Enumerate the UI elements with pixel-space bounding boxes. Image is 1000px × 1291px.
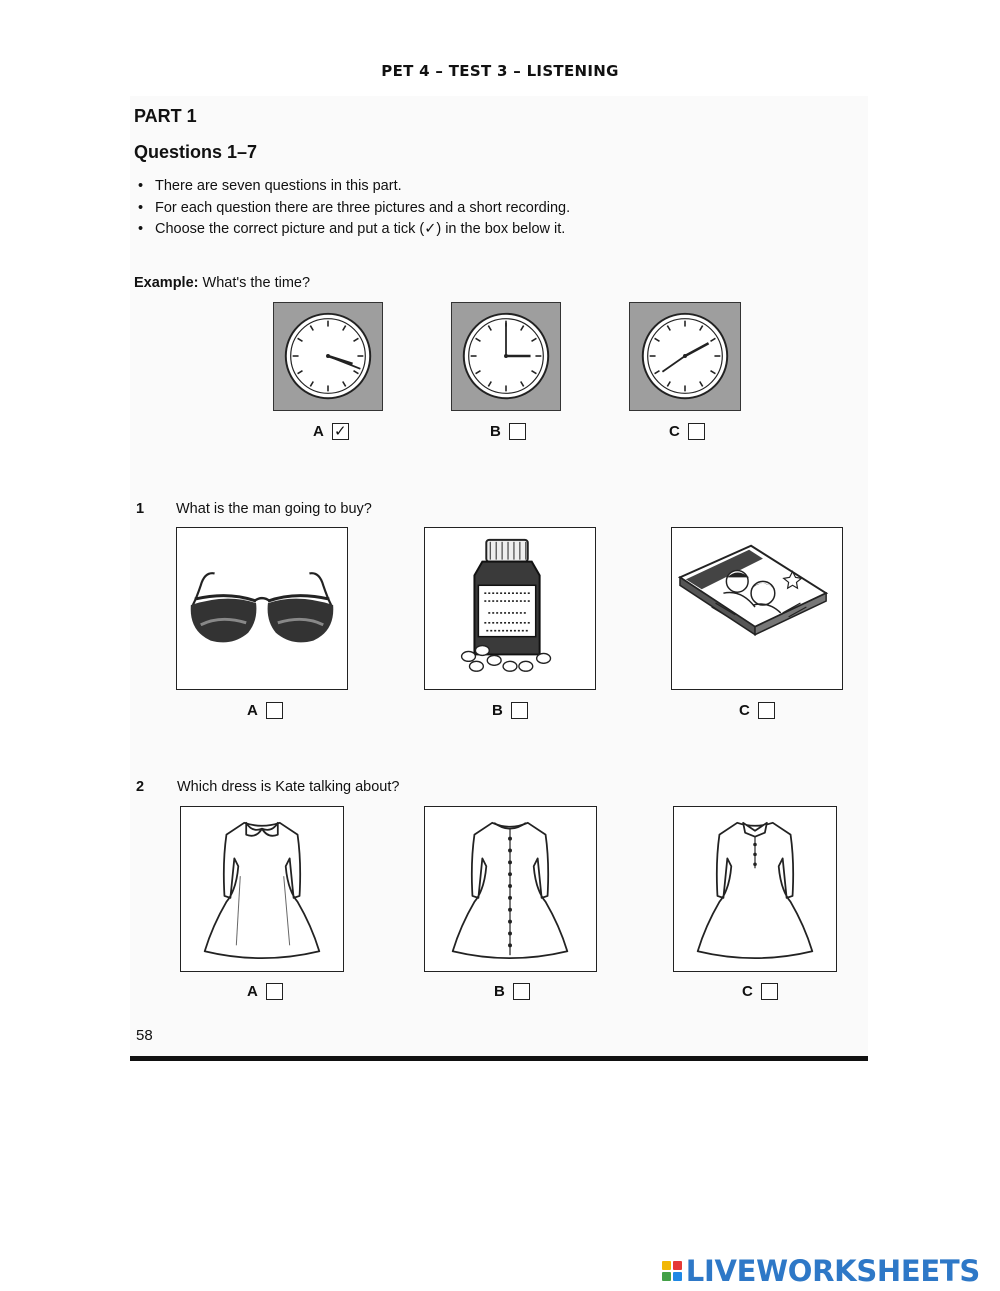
question-text: Which dress is Kate talking about? [177, 779, 400, 795]
option-letter: C [669, 423, 680, 440]
q2-option-c[interactable] [742, 983, 778, 1000]
option-letter: A [247, 983, 258, 1000]
question-text: What is the man going to buy? [176, 501, 372, 517]
dress-icon [674, 807, 836, 971]
dress-icon [425, 807, 596, 971]
q1-picture-b [424, 527, 596, 690]
answer-checkbox[interactable] [761, 983, 778, 1000]
answer-checkbox[interactable] [509, 423, 526, 440]
brand-square [662, 1272, 671, 1281]
answer-checkbox[interactable] [758, 702, 775, 719]
question-number: 2 [136, 779, 145, 795]
brand-name: LIVEWORKSHEETS [685, 1254, 980, 1288]
example-question-text: What's the time? [202, 275, 311, 291]
question-number: 1 [136, 501, 145, 517]
q1-picture-a [176, 527, 348, 690]
instruction-item: • For each question there are three pictures and a short recording. [138, 198, 570, 220]
option-letter: B [492, 702, 503, 719]
q1-option-c[interactable] [739, 702, 775, 719]
answer-checkbox[interactable] [266, 702, 283, 719]
brand-mark-icon [662, 1261, 682, 1281]
clock-icon [452, 303, 560, 410]
q1-option-b[interactable] [492, 702, 528, 719]
example-option-a[interactable] [313, 423, 349, 440]
example-option-b[interactable] [490, 423, 526, 440]
answer-checkbox[interactable] [266, 983, 283, 1000]
example-question [134, 275, 310, 291]
part-title: PART 1 [134, 106, 197, 126]
brand-square [673, 1272, 682, 1281]
answer-checkbox[interactable]: ✓ [332, 423, 349, 440]
option-letter: C [742, 983, 753, 1000]
page-header: PET 4 – TEST 3 – LISTENING [381, 62, 619, 80]
example-picture-b [451, 302, 561, 411]
option-letter: B [490, 423, 501, 440]
clock-icon [274, 303, 382, 410]
brand-logo [662, 1254, 980, 1288]
page-number: 58 [136, 1027, 153, 1044]
q2-picture-c [673, 806, 837, 972]
example-option-c[interactable] [669, 423, 705, 440]
answer-checkbox[interactable] [688, 423, 705, 440]
q2-picture-a [180, 806, 344, 972]
example-picture-a [273, 302, 383, 411]
brand-square [662, 1261, 671, 1270]
instruction-item: • Choose the correct picture and put a tick (✓) in the box below it. [138, 219, 570, 241]
q1-option-a[interactable] [247, 702, 283, 719]
instructions-list [138, 176, 570, 241]
sunglasses-icon [177, 528, 347, 689]
q1-picture-c [671, 527, 843, 690]
option-letter: A [247, 702, 258, 719]
answer-checkbox[interactable] [511, 702, 528, 719]
dress-icon [181, 807, 343, 971]
example-label: Example: [134, 275, 199, 291]
option-letter: C [739, 702, 750, 719]
pill-bottle-icon [425, 528, 595, 689]
bottom-rule [130, 1056, 868, 1061]
example-picture-c [629, 302, 741, 411]
q2-option-b[interactable] [494, 983, 530, 1000]
brand-square [673, 1261, 682, 1270]
magazine-icon [672, 528, 842, 689]
clock-icon [630, 303, 740, 410]
option-letter: A [313, 423, 324, 440]
q2-option-a[interactable] [247, 983, 283, 1000]
option-letter: B [494, 983, 505, 1000]
q2-picture-b [424, 806, 597, 972]
questions-range: Questions 1–7 [134, 142, 258, 162]
answer-checkbox[interactable] [513, 983, 530, 1000]
instruction-item: • There are seven questions in this part. [138, 176, 570, 198]
